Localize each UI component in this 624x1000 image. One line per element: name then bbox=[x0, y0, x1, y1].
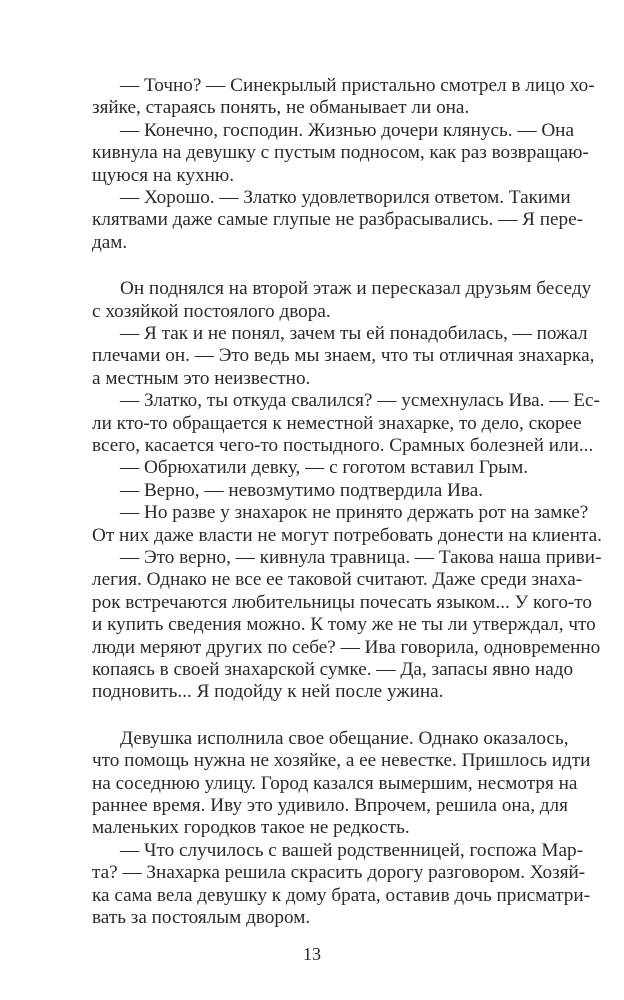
text-line: — Это верно, — кивнула травница. — Такова наша приви- bbox=[120, 547, 602, 568]
text-line: — Точно? — Синекрылый пристально смотрел в лицо хо- bbox=[120, 75, 595, 96]
text-line: что помощь нужна не хозяйке, а ее невестке. Пришлось идти bbox=[92, 750, 591, 771]
text-line: От них даже власти не могут потребовать донести на клиента. bbox=[92, 525, 602, 546]
text-line: клятвами даже самые глупые не разбрасывались. — Я пере- bbox=[92, 209, 583, 230]
text-line: — Обрюхатили девку, — с гоготом вставил Грым. bbox=[120, 457, 529, 478]
text-line: дам. bbox=[92, 232, 128, 253]
text-line: легия. Однако не все ее таковой считают. Даже среди знаха- bbox=[92, 569, 583, 590]
text-line: плечами он. — Это ведь мы знаем, что ты отличная знахарка, bbox=[92, 345, 595, 366]
text-line: — Златко, ты откуда свалился? — усмехнулась Ива. — Ес- bbox=[120, 390, 600, 411]
text-line: ли кто-то обращается к неместной знахарке, то дело, скорее bbox=[92, 413, 582, 434]
text-line: подновить... Я подойду к ней после ужина. bbox=[92, 681, 444, 702]
text-line: с хозяйкой постоялого двора. bbox=[92, 301, 331, 322]
text-line: — Я так и не понял, зачем ты ей понадобилась, — пожал bbox=[120, 323, 588, 344]
text-line: раннее время. Иву это удивило. Впрочем, решила она, для bbox=[92, 795, 568, 816]
text-line: зяйке, стараясь понять, не обманывает ли она. bbox=[92, 97, 470, 118]
text-line: маленьких городков такое не редкость. bbox=[92, 817, 410, 838]
text-line: — Верно, — невозмутимо подтвердила Ива. bbox=[120, 480, 484, 501]
text-line: вать за постоялым двором. bbox=[92, 907, 311, 928]
text-line: та? — Знахарка решила скрасить дорогу разговором. Хозяй- bbox=[92, 862, 586, 883]
text-line: а местным это неизвестно. bbox=[92, 368, 311, 389]
text-line: — Но разве у знахарок не принято держать рот на замке? bbox=[120, 502, 589, 523]
text-line: люди меряют других по себе? — Ива говорила, одновременно bbox=[92, 637, 601, 658]
text-line: Он поднялся на второй этаж и пересказал друзьям беседу bbox=[120, 278, 592, 299]
text-line: на соседнюю улицу. Город казался вымершим, несмотря на bbox=[92, 773, 578, 794]
text-line: копаясь в своей знахарской сумке. — Да, запасы явно надо bbox=[92, 659, 574, 680]
page-number: 13 bbox=[303, 944, 321, 964]
text-line: Девушка исполнила свое обещание. Однако оказалось, bbox=[120, 728, 569, 749]
text-line: рок встречаются любительницы почесать языком... У кого-то bbox=[92, 592, 593, 613]
text-line: всего, касается чего-то постыдного. Срамных болезней или... bbox=[92, 435, 594, 456]
text-line: — Хорошо. — Златко удовлетворился ответом. Такими bbox=[120, 187, 571, 208]
text-line: — Что случилось с вашей родственницей, госпожа Мар- bbox=[120, 840, 583, 861]
text-line: кивнула на девушку с пустым подносом, как раз возвращаю- bbox=[92, 142, 589, 163]
text-line: щуюся на кухню. bbox=[92, 165, 235, 186]
text-line: — Конечно, господин. Жизнью дочери клянусь. — Она bbox=[120, 120, 574, 141]
text-line: и купить сведения можно. К тому же не ты ли утверждал, что bbox=[92, 614, 596, 635]
text-line: ка сама вела девушку к дому брата, оставив дочь присматри- bbox=[92, 885, 591, 906]
